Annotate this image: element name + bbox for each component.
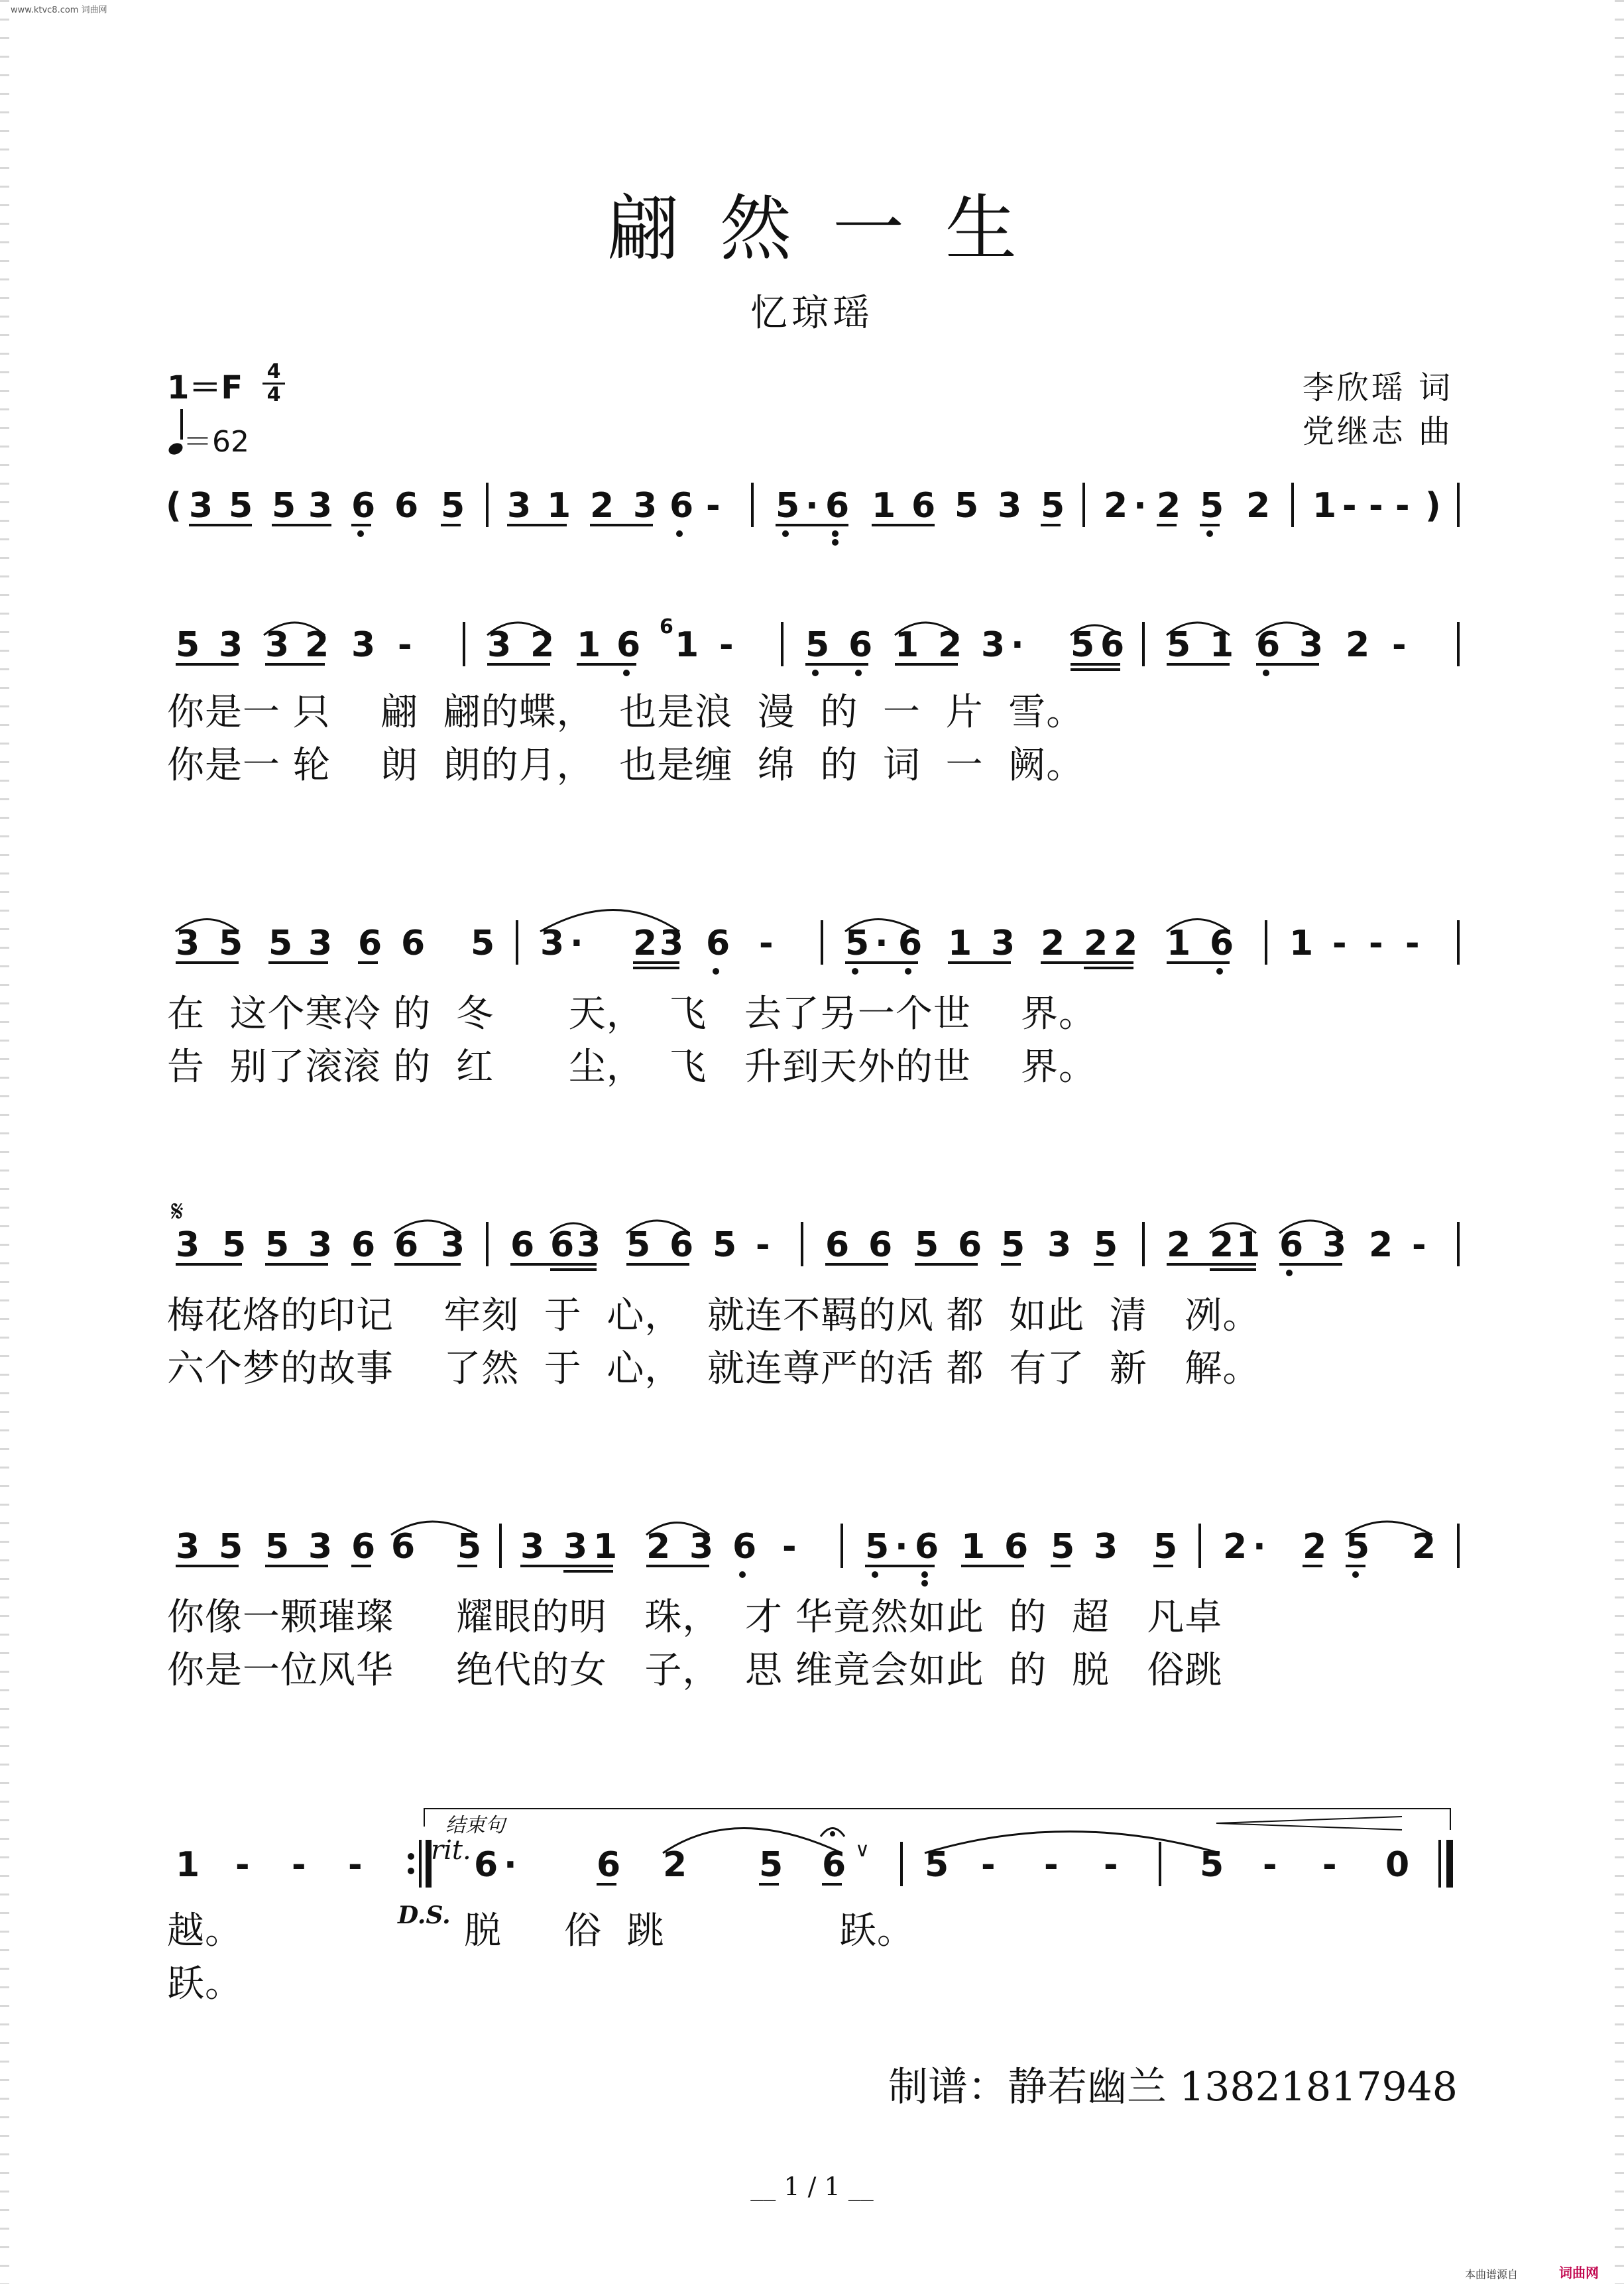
- breath-mark-icon: ∨: [855, 1838, 870, 1862]
- note: 2: [1114, 924, 1138, 963]
- note: 6: [474, 1845, 498, 1885]
- dash: -: [759, 924, 774, 963]
- note: 5: [1153, 1527, 1178, 1567]
- note: 1: [1236, 1225, 1261, 1265]
- dash: -: [235, 1845, 250, 1885]
- note: 6: [732, 1527, 757, 1567]
- note: 6: [351, 486, 376, 526]
- note: 6: [597, 1845, 621, 1885]
- final-barline: [1438, 1840, 1453, 1888]
- note: 1: [872, 486, 896, 526]
- note: 1: [1312, 486, 1337, 526]
- dash: -: [706, 486, 721, 526]
- note: 2: [1303, 1527, 1327, 1567]
- note: 3: [577, 1225, 601, 1265]
- lyric-line-4-verse-1: 你像一颗璀璨 耀眼的明 珠， 才 华竟然如此 的 超 凡卓: [167, 1596, 1223, 1639]
- note: 3: [487, 625, 512, 665]
- note: 1: [176, 1845, 200, 1885]
- note: 3: [308, 924, 333, 963]
- note: 3: [265, 625, 290, 665]
- note: 5: [1200, 1845, 1224, 1885]
- note: 6: [351, 1225, 376, 1265]
- note: 2: [646, 1527, 671, 1567]
- intro-paren-open: (: [166, 486, 182, 526]
- note: 5: [219, 924, 243, 963]
- lyric-line-1-verse-2: 你是一 轮 朗 朗的月， 也是缠 绵 的 词 一 阙。: [167, 744, 1084, 787]
- note: 6: [1100, 625, 1125, 665]
- dash: -: [1405, 924, 1420, 963]
- note: 6: [550, 1225, 575, 1265]
- song-title: 翩然一生: [607, 188, 1058, 270]
- lyric-line-2-verse-1: 在 这个寒冷 的 冬 天， 飞 去了另一个世 界。: [167, 992, 1097, 1036]
- dash: -: [1392, 625, 1407, 665]
- note: 6: [669, 486, 694, 526]
- dash: -: [1369, 924, 1383, 963]
- note: 2: [1412, 1527, 1436, 1567]
- note: 1: [1167, 924, 1191, 963]
- lyric-line-5-verse-1b: 脱 俗 跳 跃。: [464, 1909, 915, 1953]
- note: 5: [626, 1225, 651, 1265]
- note: 6: [868, 1225, 893, 1265]
- note: 6: [1210, 924, 1234, 963]
- note: 5: [915, 1225, 939, 1265]
- note: 2: [1104, 486, 1128, 526]
- note: 6: [616, 625, 641, 665]
- ds-marking: D.S.: [398, 1901, 451, 1929]
- note: 1: [593, 1527, 618, 1567]
- note: 6: [401, 924, 426, 963]
- repeat-barline: [408, 1840, 432, 1888]
- note: 3: [308, 1527, 333, 1567]
- note: 2: [590, 486, 614, 526]
- note: 3: [308, 1225, 333, 1265]
- note: 5: [1094, 1225, 1118, 1265]
- transcriber-credit: 制谱：静若幽兰 13821817948: [888, 2064, 1458, 2110]
- note: 3: [176, 1527, 200, 1567]
- note: 3: [351, 625, 376, 665]
- note: 2: [1246, 486, 1271, 526]
- time-sig-top: 4: [266, 360, 281, 383]
- note: 5: [272, 486, 296, 526]
- note: 6: [391, 1527, 416, 1567]
- note: 5: [713, 1225, 737, 1265]
- note: 3: [507, 486, 532, 526]
- note: 2: [530, 625, 555, 665]
- note: 5: [219, 1527, 243, 1567]
- note: 5: [845, 924, 870, 963]
- note: 2: [1223, 1527, 1247, 1567]
- note: 6: [351, 1527, 376, 1567]
- note: 3: [189, 486, 213, 526]
- note: 5: [759, 1845, 783, 1885]
- note: 2: [1084, 924, 1108, 963]
- note: 1: [1210, 625, 1234, 665]
- note: 3: [1094, 1527, 1118, 1567]
- note: 3: [1322, 1225, 1347, 1265]
- note: 5: [865, 1527, 890, 1567]
- note: 3: [441, 1225, 465, 1265]
- tempo-value: ＝62: [183, 425, 249, 459]
- note: 2: [633, 924, 658, 963]
- note: 6: [510, 1225, 535, 1265]
- note: 2: [1157, 486, 1181, 526]
- lyric-line-1-verse-1: 你是一 只 翩 翩的蝶， 也是浪 漫 的 一 片 雪。: [167, 691, 1084, 734]
- note: 5: [268, 924, 293, 963]
- time-sig-bottom: 4: [266, 383, 281, 406]
- note: 6: [1256, 625, 1281, 665]
- lyricist-credit: 李欣瑶 词: [1302, 369, 1453, 406]
- note: 6: [394, 1225, 419, 1265]
- dash: -: [348, 1845, 363, 1885]
- lyric-line-2-verse-2: 告 别了滚滚 的 红 尘， 飞 升到天外的世 界。: [167, 1046, 1097, 1089]
- dash: -: [398, 625, 412, 665]
- note: 5: [229, 486, 253, 526]
- lyric-line-4-verse-2: 你是一位风华 绝代的女 子， 思 维竟会如此 的 脱 俗跳: [167, 1649, 1223, 1692]
- dot: ·: [895, 1527, 908, 1567]
- dot: ·: [1133, 486, 1147, 526]
- site-url[interactable]: www.ktvc8.com 词曲网: [11, 5, 107, 15]
- note: 2: [1210, 1225, 1234, 1265]
- note: 5: [471, 924, 495, 963]
- rit-marking: rit.: [431, 1835, 471, 1866]
- note: 3: [563, 1527, 588, 1567]
- note: 3: [308, 486, 333, 526]
- note: 2: [1167, 1225, 1191, 1265]
- note: 1: [961, 1527, 986, 1567]
- note: 1: [675, 625, 699, 665]
- note: 5: [1346, 1527, 1370, 1567]
- note: 6: [825, 486, 850, 526]
- lyric-line-3-verse-1: 梅花烙的印记 牢刻 于 心， 就连不羁的风 都 如此 清 冽。: [167, 1294, 1261, 1337]
- note: 0: [1385, 1845, 1410, 1885]
- dash: -: [1044, 1845, 1059, 1885]
- note: 6: [958, 1225, 982, 1265]
- dash: -: [1332, 924, 1347, 963]
- note: 5: [776, 486, 800, 526]
- note: 1: [577, 625, 601, 665]
- lyric-line-5-verse-2: 跃。: [167, 1962, 243, 2006]
- note: 6: [358, 924, 382, 963]
- note: 3: [689, 1527, 714, 1567]
- dash: -: [981, 1845, 996, 1885]
- note: 2: [1369, 1225, 1393, 1265]
- dash: -: [719, 625, 734, 665]
- segno-icon: 𝄋: [171, 1195, 184, 1229]
- note: 3: [176, 924, 200, 963]
- note: 5: [1041, 486, 1065, 526]
- note: 3: [1047, 1225, 1072, 1265]
- note: 5: [1051, 1527, 1075, 1567]
- note: 5: [441, 486, 465, 526]
- note: 6: [1004, 1527, 1029, 1567]
- note: 5: [457, 1527, 482, 1567]
- note: 1: [895, 625, 919, 665]
- note: 2: [663, 1845, 687, 1885]
- footer-logo[interactable]: 词曲网: [1559, 2265, 1599, 2281]
- note: 6: [822, 1845, 846, 1885]
- note: 3: [219, 625, 243, 665]
- note: 6: [848, 625, 873, 665]
- dash: -: [1263, 1845, 1277, 1885]
- footer-source-text: 本曲谱源自: [1465, 2268, 1519, 2281]
- dot: ·: [805, 486, 819, 526]
- note: 5: [925, 1845, 949, 1885]
- note: 1: [1289, 924, 1314, 963]
- note: 5: [805, 625, 830, 665]
- dash: -: [1412, 1225, 1426, 1265]
- dash: -: [1322, 1845, 1337, 1885]
- note: 5: [1071, 625, 1095, 665]
- note: 5: [1167, 625, 1191, 665]
- note: 1: [547, 486, 571, 526]
- dot: ·: [570, 924, 583, 963]
- intro-paren-close: ): [1425, 486, 1441, 526]
- note: 3: [633, 486, 658, 526]
- note: 3: [660, 924, 684, 963]
- composer-credit: 党继志 曲: [1302, 413, 1453, 450]
- ending-label: 结束句: [445, 1814, 505, 1837]
- key-signature: 1＝F: [167, 369, 243, 406]
- dot: ·: [1011, 625, 1024, 665]
- song-subtitle: 忆琼瑶: [750, 292, 874, 335]
- note: 3: [981, 625, 1006, 665]
- note: 6: [825, 1225, 850, 1265]
- dot: ·: [1253, 1527, 1266, 1567]
- note: 6: [1279, 1225, 1304, 1265]
- page-number: __ 1 / 1 __: [750, 2172, 874, 2201]
- dot: ·: [875, 924, 888, 963]
- note: 5: [265, 1225, 290, 1265]
- note: 2: [1346, 625, 1370, 665]
- dash: -: [1395, 486, 1410, 526]
- note: 2: [1041, 924, 1065, 963]
- dash: -: [1104, 1845, 1118, 1885]
- decrescendo-hairpin: [1216, 1817, 1402, 1830]
- dash: -: [1369, 486, 1383, 526]
- dot: ·: [504, 1845, 517, 1885]
- note: 6: [669, 1225, 694, 1265]
- dash: -: [292, 1845, 306, 1885]
- note: 6: [915, 1527, 939, 1567]
- note: 5: [955, 486, 979, 526]
- note: 6: [394, 486, 419, 526]
- note: 3: [991, 924, 1015, 963]
- note: 3: [520, 1527, 545, 1567]
- note: 3: [1299, 625, 1324, 665]
- note: 3: [176, 1225, 200, 1265]
- note: 2: [938, 625, 962, 665]
- note: 3: [540, 924, 565, 963]
- dash: -: [756, 1225, 770, 1265]
- note: 5: [222, 1225, 247, 1265]
- note: 1: [948, 924, 972, 963]
- dash: -: [1342, 486, 1357, 526]
- note: 3: [998, 486, 1022, 526]
- dash: -: [782, 1527, 797, 1567]
- note: 6: [706, 924, 730, 963]
- lyric-line-3-verse-2: 六个梦的故事 了然 于 心， 就连尊严的活 都 有了 新 解。: [167, 1347, 1261, 1390]
- note: 6: [911, 486, 936, 526]
- note: 5: [265, 1527, 290, 1567]
- note: 5: [1200, 486, 1224, 526]
- note: 6: [898, 924, 923, 963]
- grace-note: 6: [660, 615, 673, 638]
- note: 5: [1001, 1225, 1025, 1265]
- note: 5: [176, 625, 200, 665]
- note: 2: [305, 625, 329, 665]
- lyric-line-5-verse-1a: 越。: [167, 1909, 243, 1953]
